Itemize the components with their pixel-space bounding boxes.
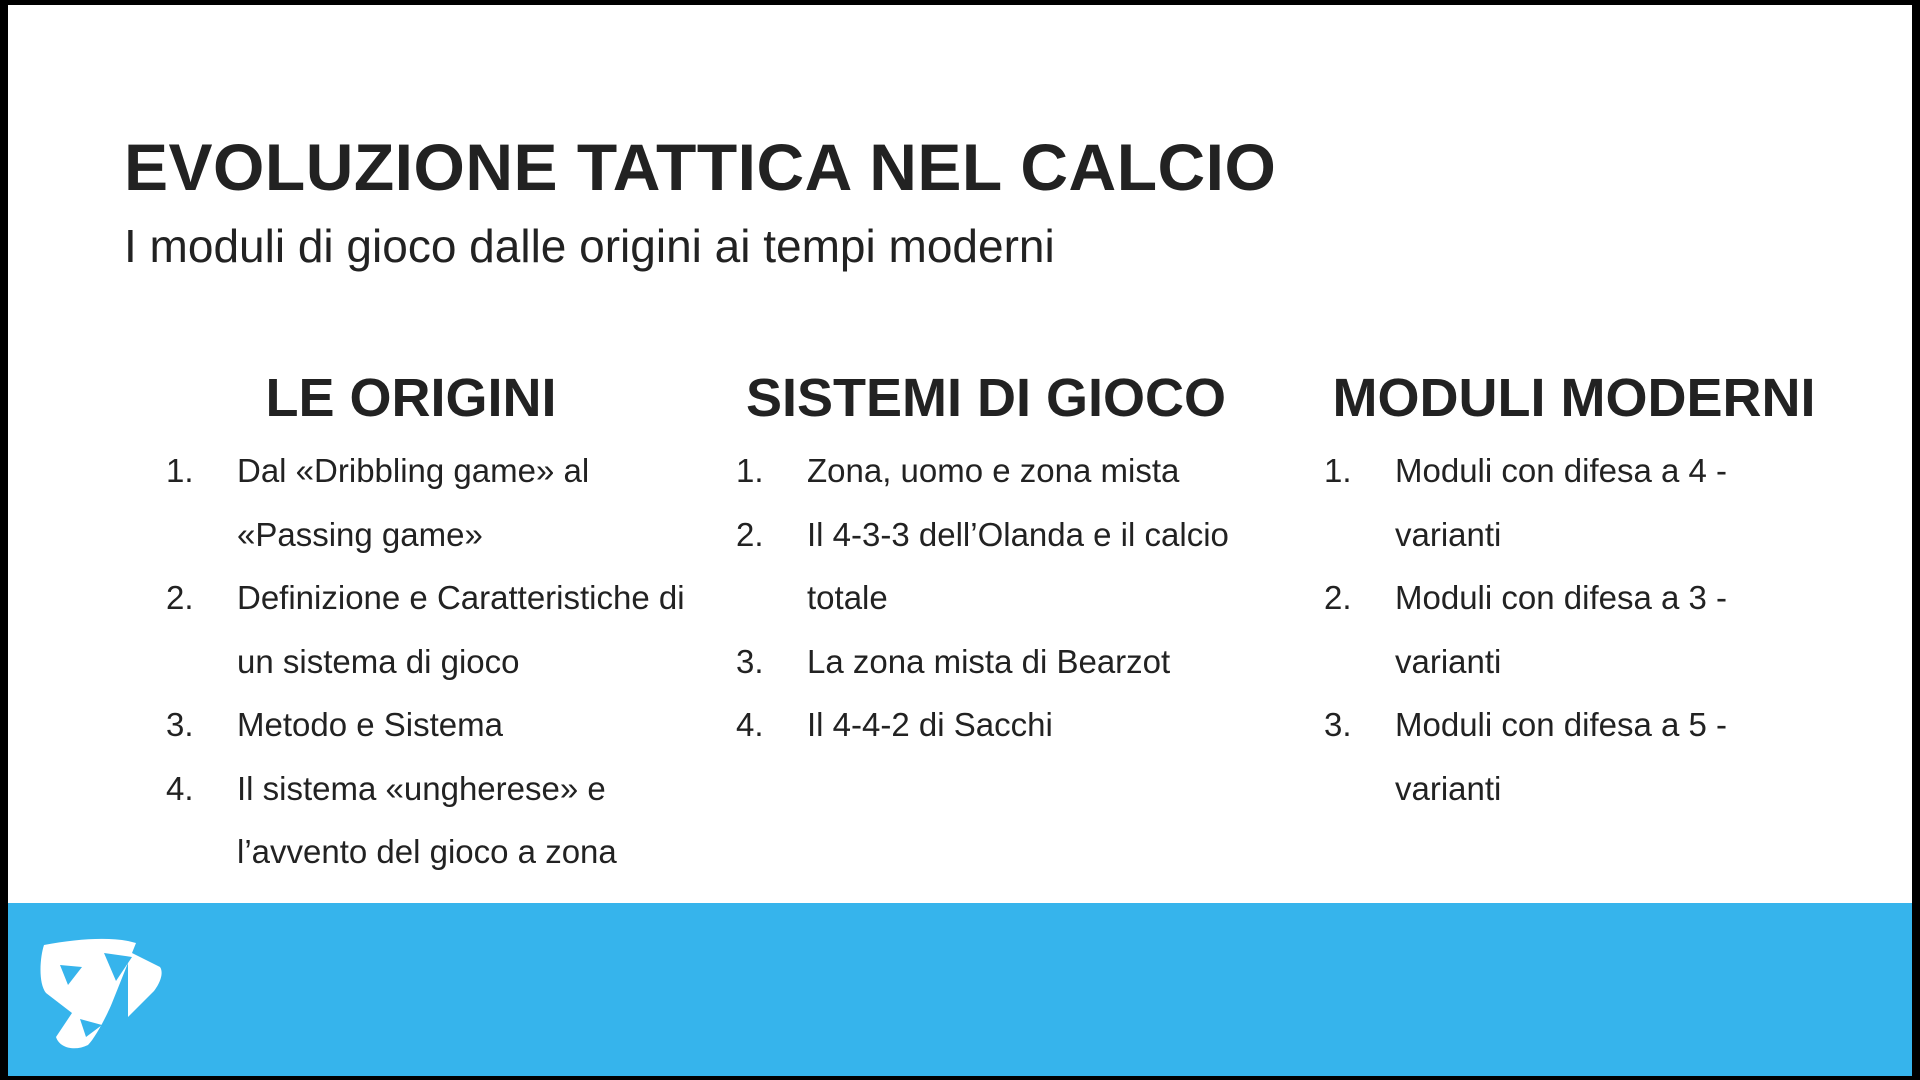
column-le-origini bbox=[166, 360, 726, 884]
column-sistemi-di-gioco bbox=[736, 360, 1296, 757]
list-item-text: Il sistema «ungherese» e l’avvento del gioco a zona bbox=[237, 769, 617, 870]
footer-band bbox=[8, 903, 1912, 1076]
slide-subtitle: I moduli di gioco dalle origini ai tempi moderni bbox=[124, 220, 1055, 272]
list-item-number: 3. bbox=[1324, 706, 1352, 743]
list-item-text: Dal «Dribbling game» al «Passing game» bbox=[237, 452, 590, 553]
list-item bbox=[1324, 566, 1894, 693]
topic-list bbox=[166, 439, 726, 884]
slide-title: EVOLUZIONE TATTICA NEL CALCIO bbox=[124, 130, 1277, 204]
list-item bbox=[736, 630, 1296, 694]
list-item bbox=[166, 566, 726, 693]
list-item-text: Moduli con difesa a 3 - varianti bbox=[1395, 579, 1728, 680]
list-item bbox=[736, 439, 1296, 503]
list-item-text: Il 4-4-2 di Sacchi bbox=[807, 706, 1053, 743]
brand-logo-icon bbox=[36, 933, 166, 1053]
list-item-number: 1. bbox=[736, 452, 764, 489]
list-item bbox=[1324, 693, 1894, 820]
list-item-number: 4. bbox=[166, 769, 194, 807]
list-item-text: Il 4-3-3 dell’Olanda e il calcio totale bbox=[807, 515, 1229, 616]
list-item bbox=[166, 439, 726, 566]
list-item-number: 2. bbox=[1324, 579, 1352, 616]
list-item-number: 3. bbox=[166, 706, 194, 743]
column-heading: MODULI MODERNI bbox=[1332, 368, 1816, 428]
list-item bbox=[1324, 439, 1894, 566]
column-moduli-moderni bbox=[1324, 360, 1894, 820]
topic-list bbox=[1324, 439, 1894, 820]
list-item-text: Definizione e Caratteristiche di un sistema di gioco bbox=[237, 579, 685, 680]
list-item-number: 3. bbox=[736, 642, 764, 680]
list-item bbox=[166, 757, 726, 884]
list-item-number: 4. bbox=[736, 706, 764, 743]
list-item-text: Moduli con difesa a 5 - varianti bbox=[1395, 706, 1728, 807]
list-item-text: Moduli con difesa a 4 - varianti bbox=[1395, 452, 1728, 553]
list-item-number: 1. bbox=[166, 452, 194, 489]
list-item-number: 1. bbox=[1324, 452, 1352, 489]
slide bbox=[8, 5, 1912, 1076]
list-item bbox=[166, 693, 726, 757]
list-item-text: Metodo e Sistema bbox=[237, 706, 503, 743]
topic-list bbox=[736, 439, 1296, 757]
column-heading: SISTEMI DI GIOCO bbox=[745, 368, 1227, 428]
list-item-text: La zona mista di Bearzot bbox=[807, 642, 1171, 680]
list-item-number: 2. bbox=[736, 515, 764, 553]
column-heading: LE ORIGINI bbox=[265, 368, 557, 428]
list-item-number: 2. bbox=[166, 579, 194, 616]
list-item bbox=[736, 503, 1296, 630]
list-item bbox=[736, 693, 1296, 757]
list-item-text: Zona, uomo e zona mista bbox=[807, 452, 1180, 489]
